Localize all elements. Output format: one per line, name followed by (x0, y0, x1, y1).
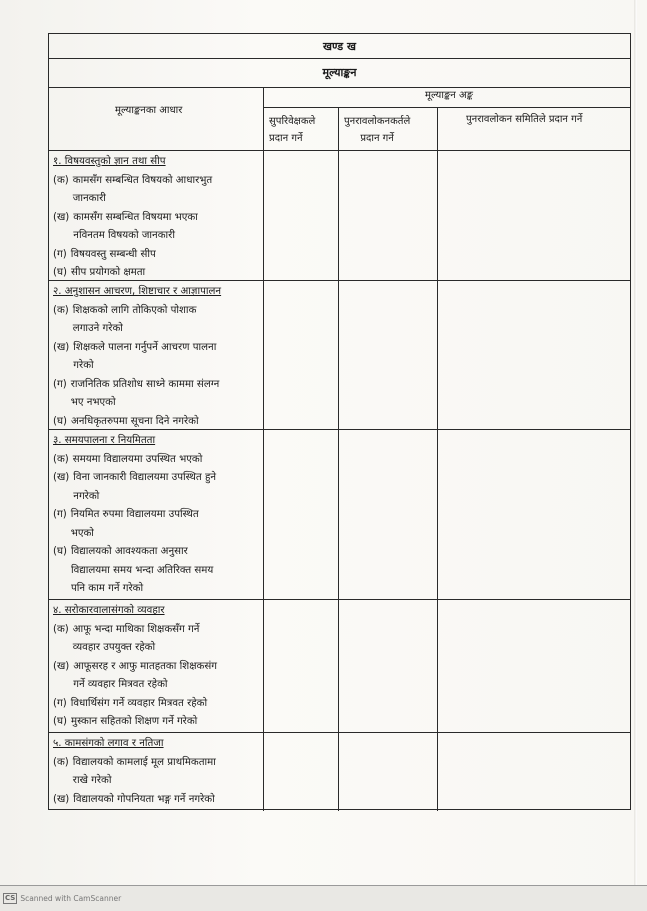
col-committee-header: पुनरावलोकन समितिले प्रदान गर्ने (466, 114, 583, 125)
item-text: विद्यालयको गोपनियता भङ्ग गर्ने नगरेको (73, 793, 215, 805)
item-label: (घ) (53, 716, 67, 727)
item-label: (क) (53, 623, 69, 635)
item-line: नगरेको (73, 490, 100, 502)
criteria-item (53, 713, 259, 732)
marks-header: मूल्याङ्कन अङ्क (425, 90, 473, 101)
item-line: विद्यालयको आवश्यकता अनुसार (70, 546, 188, 557)
col-supervisor-line: सुपरिवेक्षकले (269, 116, 316, 127)
item-text: विधार्थिसंग गर्ने व्यवहार मित्रवत रहेको (70, 697, 208, 709)
row-divider (49, 58, 630, 59)
item-line: राजनितिक प्रतिशोध साध्ने काममा संलग्न (70, 378, 220, 390)
criteria-item (53, 209, 259, 246)
item-line: नियमित रुपमा विद्यालयमा उपस्थित (70, 509, 199, 520)
item-line: कामसँग सम्बन्धित विषयको आधारभुत (72, 174, 213, 186)
item-line: विना जानकारी विद्यालयमा उपस्थित हुने (73, 472, 217, 483)
criteria-item (53, 506, 259, 543)
row-divider (49, 87, 630, 88)
criteria-section-1 (53, 153, 259, 283)
item-label: (क) (53, 174, 69, 186)
item-line: लगाउने गरेको (72, 323, 123, 334)
section-heading: ५. कामसंगको लगाव र नतिजा (53, 738, 164, 749)
item-label: (घ) (53, 546, 67, 557)
item-text (71, 543, 259, 599)
column-divider (437, 107, 438, 811)
criteria-item (53, 658, 259, 695)
criteria-item (53, 695, 259, 714)
item-line: राखे गरेको (72, 775, 112, 786)
item-line: जानकारी (72, 193, 106, 204)
item-text (73, 209, 259, 246)
criteria-item (53, 264, 259, 283)
criteria-item (53, 339, 259, 376)
evaluation-table (48, 33, 631, 810)
item-line: व्यवहार उपयुक्त रहेको (72, 642, 156, 653)
item-line: कामसँग सम्बन्धित विषयमा भएका (73, 211, 198, 223)
row-divider (263, 107, 630, 108)
criteria-section-3 (53, 432, 259, 599)
item-text (73, 469, 259, 506)
criteria-section-2 (53, 283, 259, 431)
item-line: गर्ने व्यवहार मित्रवत रहेको (73, 679, 168, 690)
section-heading: ३. समयपालना र नियमितता (53, 435, 156, 446)
item-text (71, 506, 259, 543)
criteria-item (53, 413, 259, 432)
row-divider (49, 599, 630, 600)
section-heading: २. अनुशासन आचरण, शिष्टाचार र आज्ञापालन (53, 286, 222, 297)
item-label: (ग) (53, 248, 67, 260)
item-text (73, 172, 259, 209)
item-label: (क) (53, 756, 69, 768)
item-label: (ग) (53, 509, 67, 520)
item-text: अनधिकृतरुपमा सूचना दिने नगरेको (70, 415, 199, 427)
criteria-item (53, 621, 259, 658)
watermark-text: Scanned with CamScanner (20, 894, 122, 903)
evaluation-title: मूल्याङ्कन (322, 66, 357, 79)
column-divider (263, 87, 264, 811)
criteria-item (53, 172, 259, 209)
criteria-item (53, 469, 259, 506)
item-text (73, 302, 259, 339)
item-line: आफूसरह र आफु मातहतका शिक्षकसंग (73, 660, 217, 672)
item-label: (घ) (53, 267, 67, 278)
criteria-item (53, 302, 259, 339)
criteria-item (53, 754, 259, 791)
criteria-section-4 (53, 602, 259, 732)
item-text (73, 339, 259, 376)
item-label: (ख) (53, 660, 70, 672)
item-line: पनि काम गर्ने गरेको (70, 583, 144, 594)
item-line: भए नभएको (70, 397, 116, 408)
col-reviewer-line: पुनरावलोकनकर्तले (344, 116, 411, 127)
item-label: (क) (53, 453, 69, 465)
item-label: (ख) (53, 793, 70, 805)
criteria-item (53, 543, 259, 599)
page-edge (634, 0, 637, 885)
item-line: विद्यालयको कामलाई मूल प्राथमिकतामा (72, 756, 216, 768)
item-label: (क) (53, 304, 69, 316)
criteria-section-5 (53, 735, 259, 809)
item-text: समयमा विद्यालयमा उपस्थित भएको (72, 453, 203, 465)
col-supervisor-header (269, 113, 315, 147)
section-heading: ४. सरोकारवालासंगको व्यवहार (53, 605, 165, 616)
col-reviewer-line: प्रदान गर्ने (360, 133, 394, 144)
row-divider (49, 150, 630, 151)
item-text: सीप प्रयोगको क्षमता (70, 267, 146, 278)
item-text (73, 621, 259, 658)
criteria-item (53, 246, 259, 265)
camscanner-logo: CS (5, 894, 16, 902)
section-title: खण्ड ख (323, 40, 356, 53)
item-label: (घ) (53, 415, 67, 427)
item-line: शिक्षकको लागि तोकिएको पोशाक (72, 304, 197, 316)
item-text (71, 376, 259, 413)
item-line: गरेको (73, 360, 94, 371)
item-text: विषयवस्तु सम्बन्धी सीप (70, 248, 156, 260)
item-label: (ग) (53, 378, 67, 390)
item-line: आफू भन्दा माथिका शिक्षकसँग गर्ने (72, 623, 200, 635)
item-text (73, 658, 259, 695)
item-label: (ख) (53, 211, 70, 223)
item-label: (ग) (53, 697, 67, 709)
col-supervisor-line: प्रदान गर्ने (269, 133, 303, 144)
criteria-item (53, 791, 259, 810)
criteria-item (53, 451, 259, 470)
item-text: मुस्कान सहितको शिक्षण गर्ने गरेको (70, 716, 198, 727)
item-text (73, 754, 259, 791)
item-line: विद्यालयमा समय भन्दा अतिरिक्त समय (70, 564, 214, 576)
col-reviewer-header (344, 113, 410, 147)
column-divider (338, 107, 339, 811)
row-divider (49, 732, 630, 733)
item-label: (ख) (53, 341, 70, 353)
item-line: शिक्षकले पालना गर्नुपर्ने आचरण पालना (73, 341, 217, 353)
item-label: (ख) (53, 472, 70, 483)
criteria-item (53, 376, 259, 413)
section-heading: १. विषयवस्तुको ज्ञान तथा सीप (53, 156, 166, 167)
basis-header: मूल्याङ्कनका आधार (115, 105, 183, 116)
item-line: भएको (70, 527, 94, 539)
item-line: नविनतम विषयको जानकारी (73, 230, 175, 241)
scanner-watermark (3, 893, 121, 904)
